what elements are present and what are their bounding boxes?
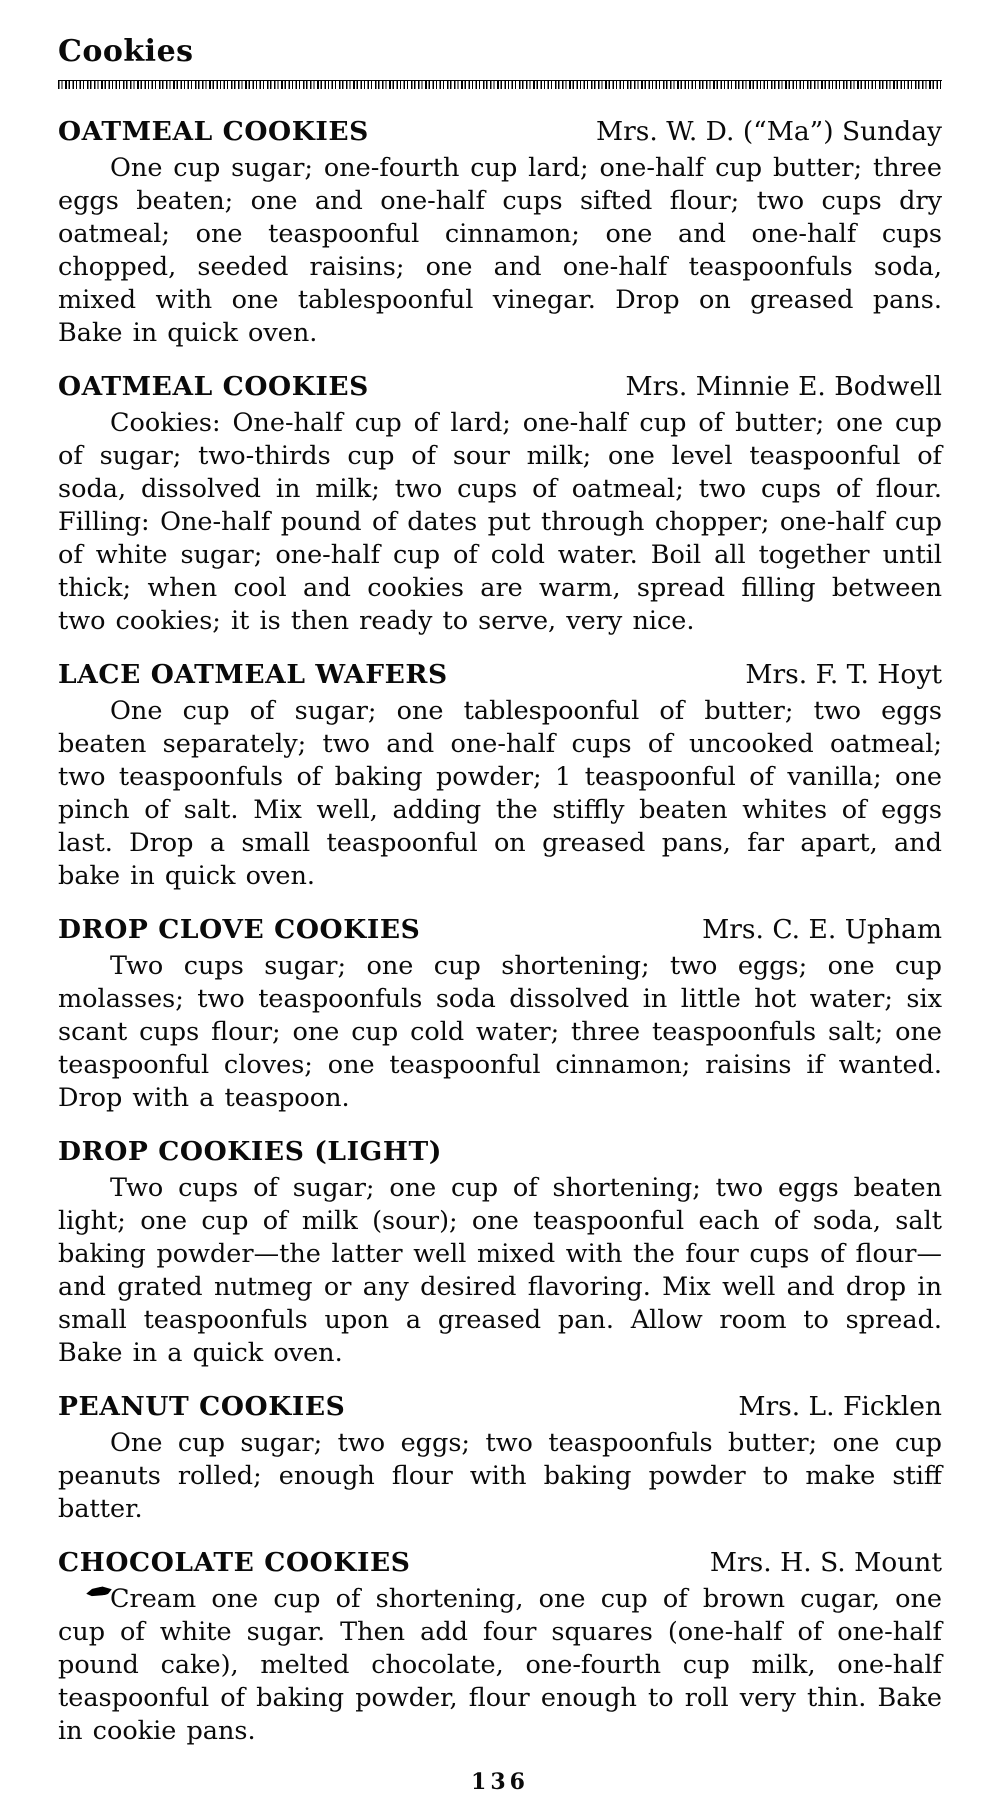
recipe-body: One cup sugar; one-fourth cup lard; one-half cup butter; three eggs beaten; one and one-half cups sifted flour; two cups dry oatmeal; one teaspoonful cinnamon; one and one-half cups chopped, seeded raisins; one and one-half teaspoonfuls soda, mixed with one tablespoonful vinegar. Drop on greased pans. Bake in quick oven.: [58, 153, 942, 348]
recipe-oatmeal-cookies-1: [58, 116, 942, 350]
recipe-body: Cream one cup of shortening, one cup of brown cugar, one cup of white sugar. Then add four squares (one-half of one-half pound cake), melted chocolate, one-fourth cup milk, one-half teaspoonful of baking powder, flour enough to roll very thin. Bake in cookie pans.: [58, 1584, 942, 1746]
recipe-title: LACE OATMEAL WAFERS: [58, 659, 448, 690]
recipe-drop-clove-cookies: [58, 914, 942, 1115]
recipe-heading: [58, 1391, 942, 1422]
recipe-contributor: Mrs. C. E. Upham: [702, 914, 942, 945]
recipe-body: Two cups sugar; one cup shortening; two eggs; one cup molasses; two teaspoonfuls soda dissolved in little hot water; six scant cups flour; one cup cold water; three teaspoonfuls salt; one teaspoonful cloves; one teaspoonful cinnamon; raisins if wanted. Drop with a teaspoon.: [58, 951, 942, 1113]
recipe-title: OATMEAL COOKIES: [58, 116, 369, 147]
recipe-contributor: Mrs. H. S. Mount: [709, 1547, 942, 1578]
recipe-oatmeal-cookies-2: [58, 371, 942, 638]
recipe-title: DROP COOKIES (LIGHT): [58, 1136, 442, 1167]
recipe-contributor: Mrs. F. T. Hoyt: [745, 659, 942, 690]
page-number: 136: [471, 1769, 529, 1795]
page-header: [58, 34, 942, 89]
recipe-heading: [58, 1547, 942, 1578]
recipe-heading: [58, 659, 942, 690]
recipe-body: Two cups of sugar; one cup of shortening; two eggs beaten light; one cup of milk (sour); one teaspoonful each of soda, salt baking powder—the latter well mixed with the four cups of flour—and grated nutmeg or any desired flavoring. Mix well and drop in small teaspoonfuls upon a greased pan. Allow room to spread. Bake in a quick oven.: [58, 1173, 942, 1368]
recipe-contributor: Mrs. L. Ficklen: [738, 1391, 942, 1422]
ornament-rule: [58, 80, 942, 89]
recipe-contributor: Mrs. Minnie E. Bodwell: [625, 371, 942, 402]
recipe-peanut-cookies: [58, 1391, 942, 1526]
recipe-body: One cup of sugar; one tablespoonful of butter; two eggs beaten separately; two and one-half cups of uncooked oatmeal; two teaspoonfuls of baking powder; 1 teaspoonful of vanilla; one pinch of salt. Mix well, adding the stiffly beaten whites of eggs last. Drop a small teaspoonful on greased pans, far apart, and bake in quick oven.: [58, 696, 942, 891]
recipe-drop-cookies-light: [58, 1136, 942, 1370]
page-footer: [58, 1769, 942, 1795]
recipe-title: CHOCOLATE COOKIES: [58, 1547, 411, 1578]
recipe-title: OATMEAL COOKIES: [58, 371, 369, 402]
recipe-heading: [58, 371, 942, 402]
recipe-list: [58, 116, 942, 1748]
recipe-heading: [58, 1136, 942, 1167]
recipe-title: PEANUT COOKIES: [58, 1391, 346, 1422]
recipe-body: Cookies: One-half cup of lard; one-half cup of butter; one cup of sugar; two-thirds cup of sour milk; one level teaspoonful of soda, dissolved in milk; two cups of oatmeal; two cups of flour. Filling: One-half pound of dates put through chopper; one-half cup of white sugar; one-half cup of cold water. Boil all together until thick; when cool and cookies are warm, spread filling between two cookies; it is then ready to serve, very nice.: [58, 408, 942, 636]
recipe-contributor: Mrs. W. D. (“Ma”) Sunday: [595, 116, 942, 147]
recipe-lace-oatmeal-wafers: [58, 659, 942, 893]
recipe-chocolate-cookies: [58, 1547, 942, 1748]
recipe-body: One cup sugar; two eggs; two teaspoonfuls butter; one cup peanuts rolled; enough flour with baking powder to make stiff batter.: [58, 1428, 942, 1524]
section-title: Cookies: [58, 34, 194, 69]
recipe-heading: [58, 116, 942, 147]
recipe-title: DROP CLOVE COOKIES: [58, 914, 421, 945]
recipe-heading: [58, 914, 942, 945]
